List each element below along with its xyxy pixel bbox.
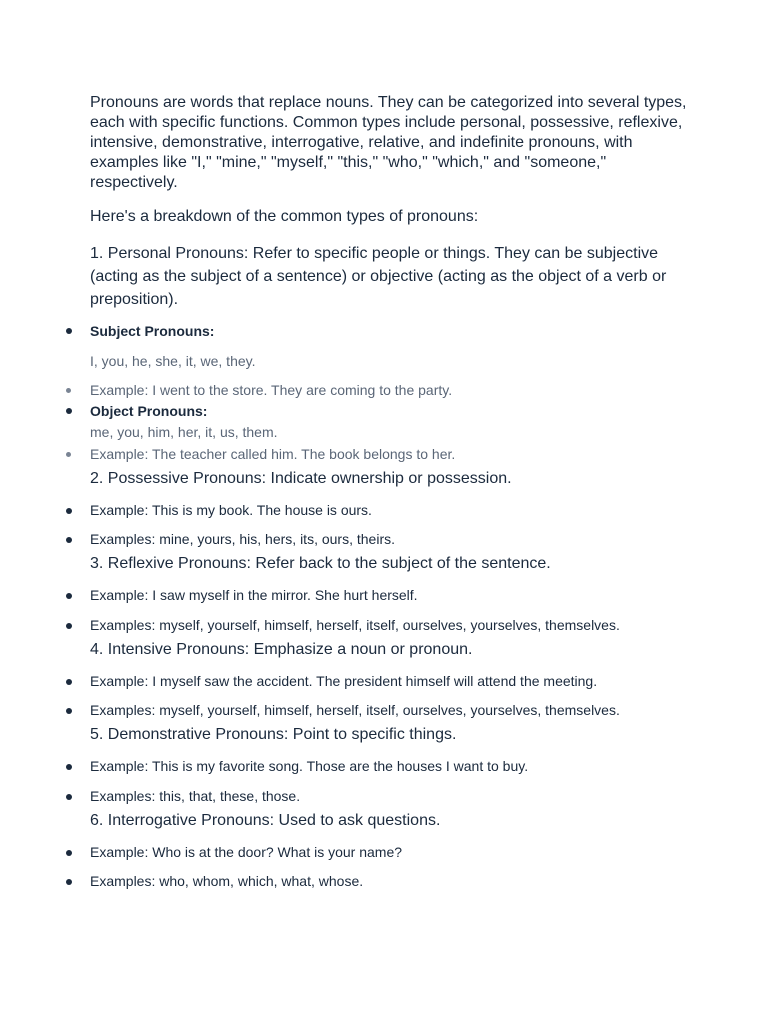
- intensive-example: Example: I myself saw the accident. The president himself will attend the meeting.: [90, 673, 598, 689]
- intensive-examples: Examples: myself, yourself, himself, herself, itself, ourselves, yourselves, themselves.: [90, 702, 620, 718]
- interrogative-examples: Examples: who, whom, which, what, whose.: [90, 873, 364, 889]
- reflexive-examples: Examples: myself, yourself, himself, herself, itself, ourselves, yourselves, themselves.: [90, 617, 620, 633]
- subject-pronouns-example: Example: I went to the store. They are coming to the party.: [90, 382, 453, 398]
- object-pronouns-example: Example: The teacher called him. The book belongs to her.: [90, 446, 456, 462]
- personal-pronouns-heading: 1. Personal Pronouns: Refer to specific people or things. They can be subjective (acting as the subject of a sentence) or objective (acting as the object of a verb or preposition).: [90, 245, 667, 308]
- demonstrative-examples: Examples: this, that, these, those.: [90, 788, 301, 804]
- demonstrative-example: Example: This is my favorite song. Those are the houses I want to buy.: [90, 758, 529, 774]
- breakdown-intro: Here's a breakdown of the common types of pronouns:: [90, 208, 479, 225]
- subject-pronouns-label: Subject Pronouns:: [90, 323, 215, 339]
- reflexive-pronouns-heading: 3. Reflexive Pronouns: Refer back to the subject of the sentence.: [90, 555, 551, 572]
- bullet-icon: [66, 593, 72, 599]
- object-pronouns-label: Object Pronouns:: [90, 403, 208, 419]
- bullet-icon: [66, 794, 72, 800]
- possessive-examples: Examples: mine, yours, his, hers, its, ours, theirs.: [90, 531, 395, 547]
- interrogative-pronouns-heading: 6. Interrogative Pronouns: Used to ask questions.: [90, 812, 441, 829]
- subject-pronouns-list: I, you, he, she, it, we, they.: [90, 353, 256, 369]
- object-pronouns-list: me, you, him, her, it, us, them.: [90, 424, 278, 440]
- bullet-icon: [66, 328, 72, 334]
- bullet-icon: [66, 764, 72, 770]
- demonstrative-pronouns-heading: 5. Demonstrative Pronouns: Point to specific things.: [90, 726, 457, 743]
- intensive-pronouns-heading: 4. Intensive Pronouns: Emphasize a noun or pronoun.: [90, 641, 473, 658]
- interrogative-example: Example: Who is at the door? What is your name?: [90, 844, 403, 860]
- possessive-example: Example: This is my book. The house is ours.: [90, 502, 372, 518]
- bullet-icon: [66, 537, 72, 543]
- bullet-icon: [66, 408, 72, 414]
- bullet-icon: [66, 388, 71, 393]
- bullet-icon: [66, 452, 71, 457]
- reflexive-example: Example: I saw myself in the mirror. She hurt herself.: [90, 587, 418, 603]
- bullet-icon: [66, 708, 72, 714]
- bullet-icon: [66, 679, 72, 685]
- intro-paragraph: Pronouns are words that replace nouns. They can be categorized into several types, each with specific functions. Common types include personal, possessive, reflexive, intensive, demonstrative, interrogative, relative, and indefinite pronouns, with examples like "I," "mine," "myself," "this," "who," "which," and "someone," respectively.: [90, 94, 687, 191]
- possessive-pronouns-heading: 2. Possessive Pronouns: Indicate ownership or possession.: [90, 470, 512, 487]
- bullet-icon: [66, 850, 72, 856]
- bullet-icon: [66, 508, 72, 514]
- bullet-icon: [66, 623, 72, 629]
- bullet-icon: [66, 879, 72, 885]
